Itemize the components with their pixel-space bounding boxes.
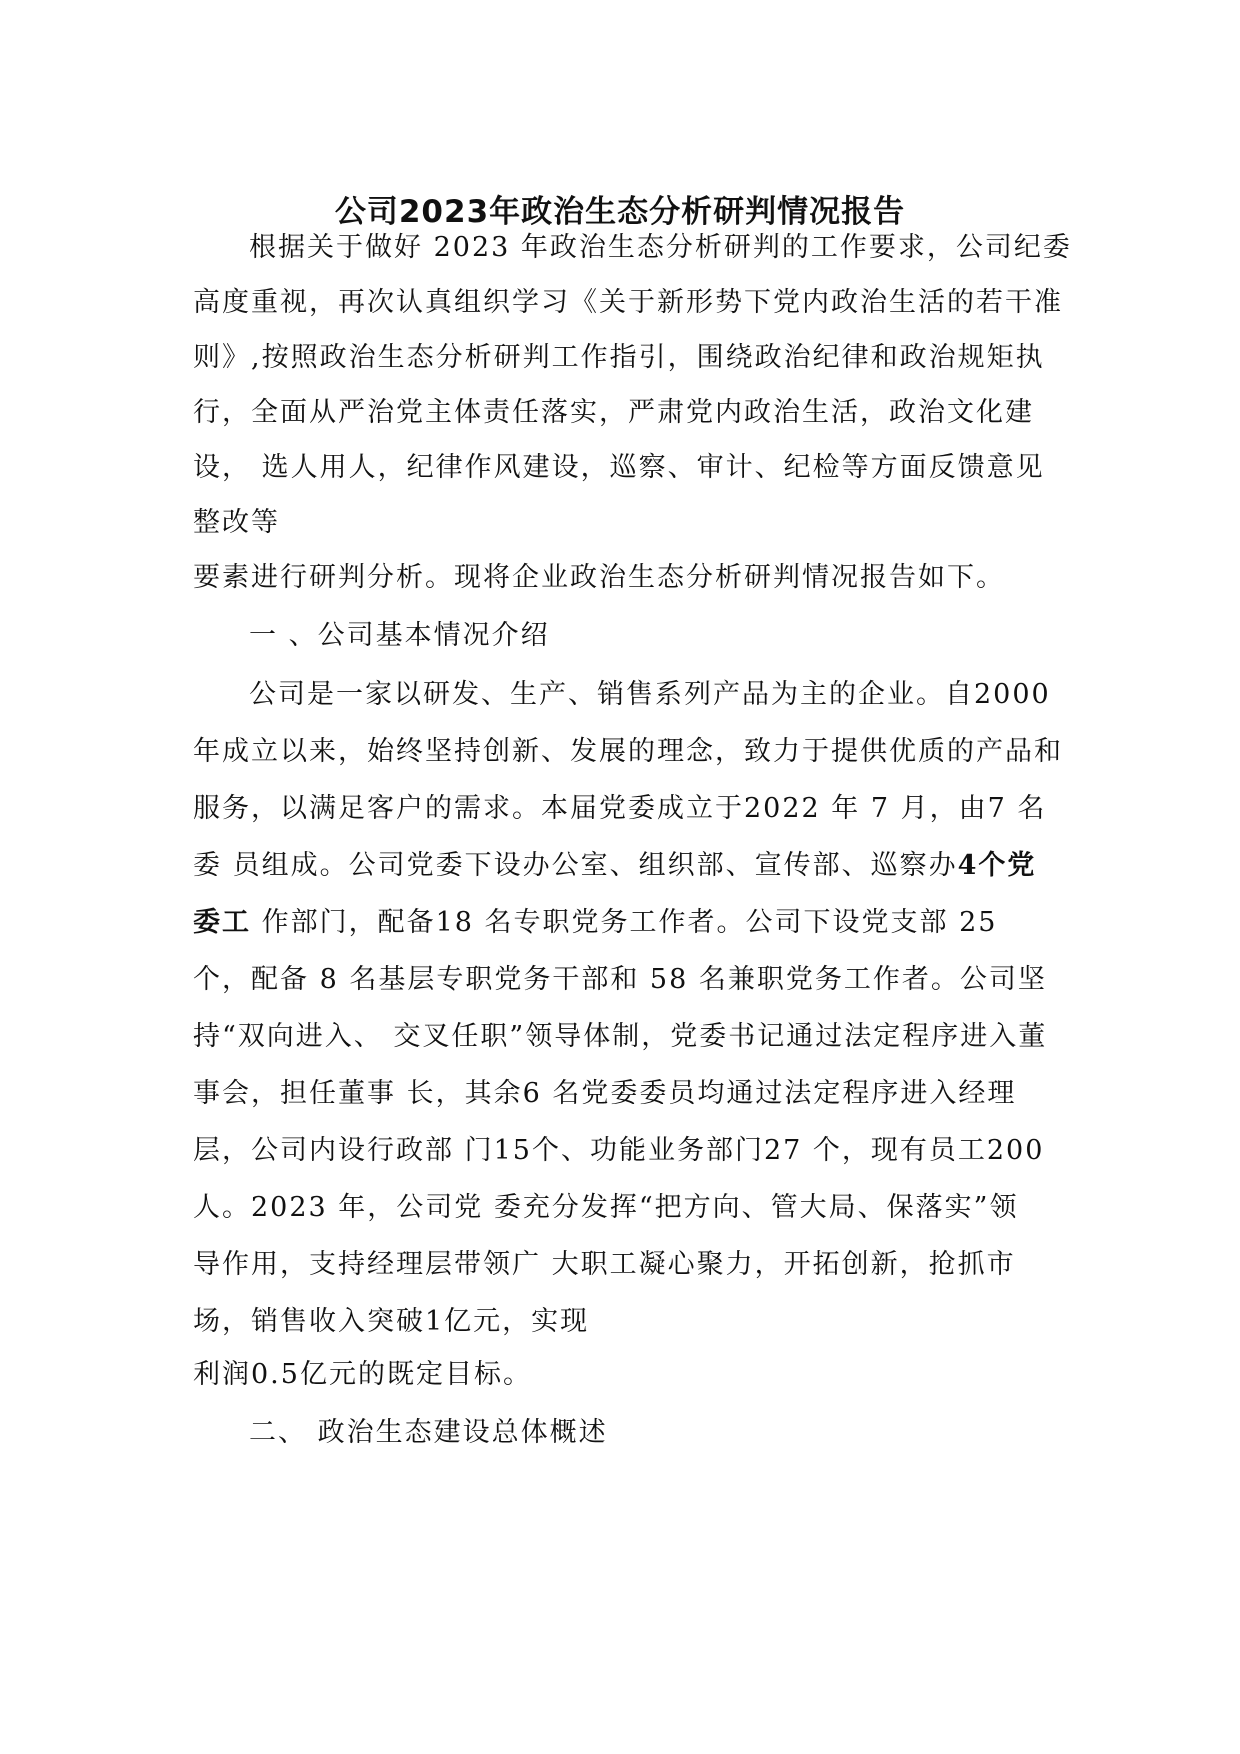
section1-heading: 一 、公司基本情况介绍	[249, 620, 550, 651]
section1-line-4-text: 委 员组成。公司党委下设办公室、组织部、宣传部、巡察办	[193, 850, 958, 881]
document-title: 公司2023年政治生态分析研判情况报告	[334, 194, 906, 230]
section1-line-4	[193, 846, 1036, 886]
section1-line-11: 导作用，支持经理层带领广 大职工凝心聚力，开拓创新，抢抓市	[193, 1249, 1016, 1280]
section1-line-10: 人。2023 年，公司党 委充分发挥“把方向、管大局、保落实”领	[193, 1192, 1019, 1223]
intro-line-2: 高度重视，再次认真组织学习《关于新形势下党内政治生活的若干准	[193, 287, 1063, 318]
section1-line-5-bold: 委工	[193, 907, 251, 938]
intro-line-3: 则》,按照政治生态分析研判工作指引，围绕政治纪律和政治规矩执	[193, 342, 1045, 373]
section1-line-7: 持“双向进入、 交叉任职”领导体制，党委书记通过法定程序进入董	[193, 1021, 1048, 1052]
section1-line-1: 公司是一家以研发、生产、销售系列产品为主的企业。自2000	[249, 679, 1051, 710]
section1-line-6: 个，配备 8 名基层专职党务干部和 58 名兼职党务工作者。公司坚	[193, 964, 1047, 995]
intro-line-6: 整改等	[193, 507, 280, 538]
section1-line-13: 利润0.5亿元的既定目标。	[193, 1359, 532, 1390]
intro-line-7: 要素进行研判分析。现将企业政治生态分析研判情况报告如下。	[193, 562, 1005, 593]
intro-line-1: 根据关于做好 2023 年政治生态分析研判的工作要求，公司纪委	[249, 232, 1072, 263]
section1-line-5-text: 作部门，配备18 名专职党务工作者。公司下设党支部 25	[251, 907, 998, 938]
section1-line-12: 场，销售收入突破1亿元，实现	[193, 1306, 590, 1337]
section1-line-3: 服务，以满足客户的需求。本届党委成立于2022 年 7 月，由7 名	[193, 793, 1047, 824]
section1-line-9: 层，公司内设行政部 门15个、功能业务部门27 个，现有员工200	[193, 1135, 1045, 1166]
section2-heading: 二、 政治生态建设总体概述	[249, 1417, 608, 1448]
section1-line-8: 事会，担任董事 长，其余6 名党委委员均通过法定程序进入经理	[193, 1078, 1017, 1109]
section1-line-2: 年成立以来，始终坚持创新、发展的理念，致力于提供优质的产品和	[193, 736, 1063, 767]
section1-line-4-bold: 4个党	[957, 850, 1037, 881]
intro-line-4: 行，全面从严治党主体责任落实，严肃党内政治生活，政治文化建	[193, 397, 1034, 428]
intro-line-5: 设， 选人用人，纪律作风建设，巡察、审计、纪检等方面反馈意见	[193, 452, 1045, 483]
section1-line-5	[193, 903, 997, 943]
